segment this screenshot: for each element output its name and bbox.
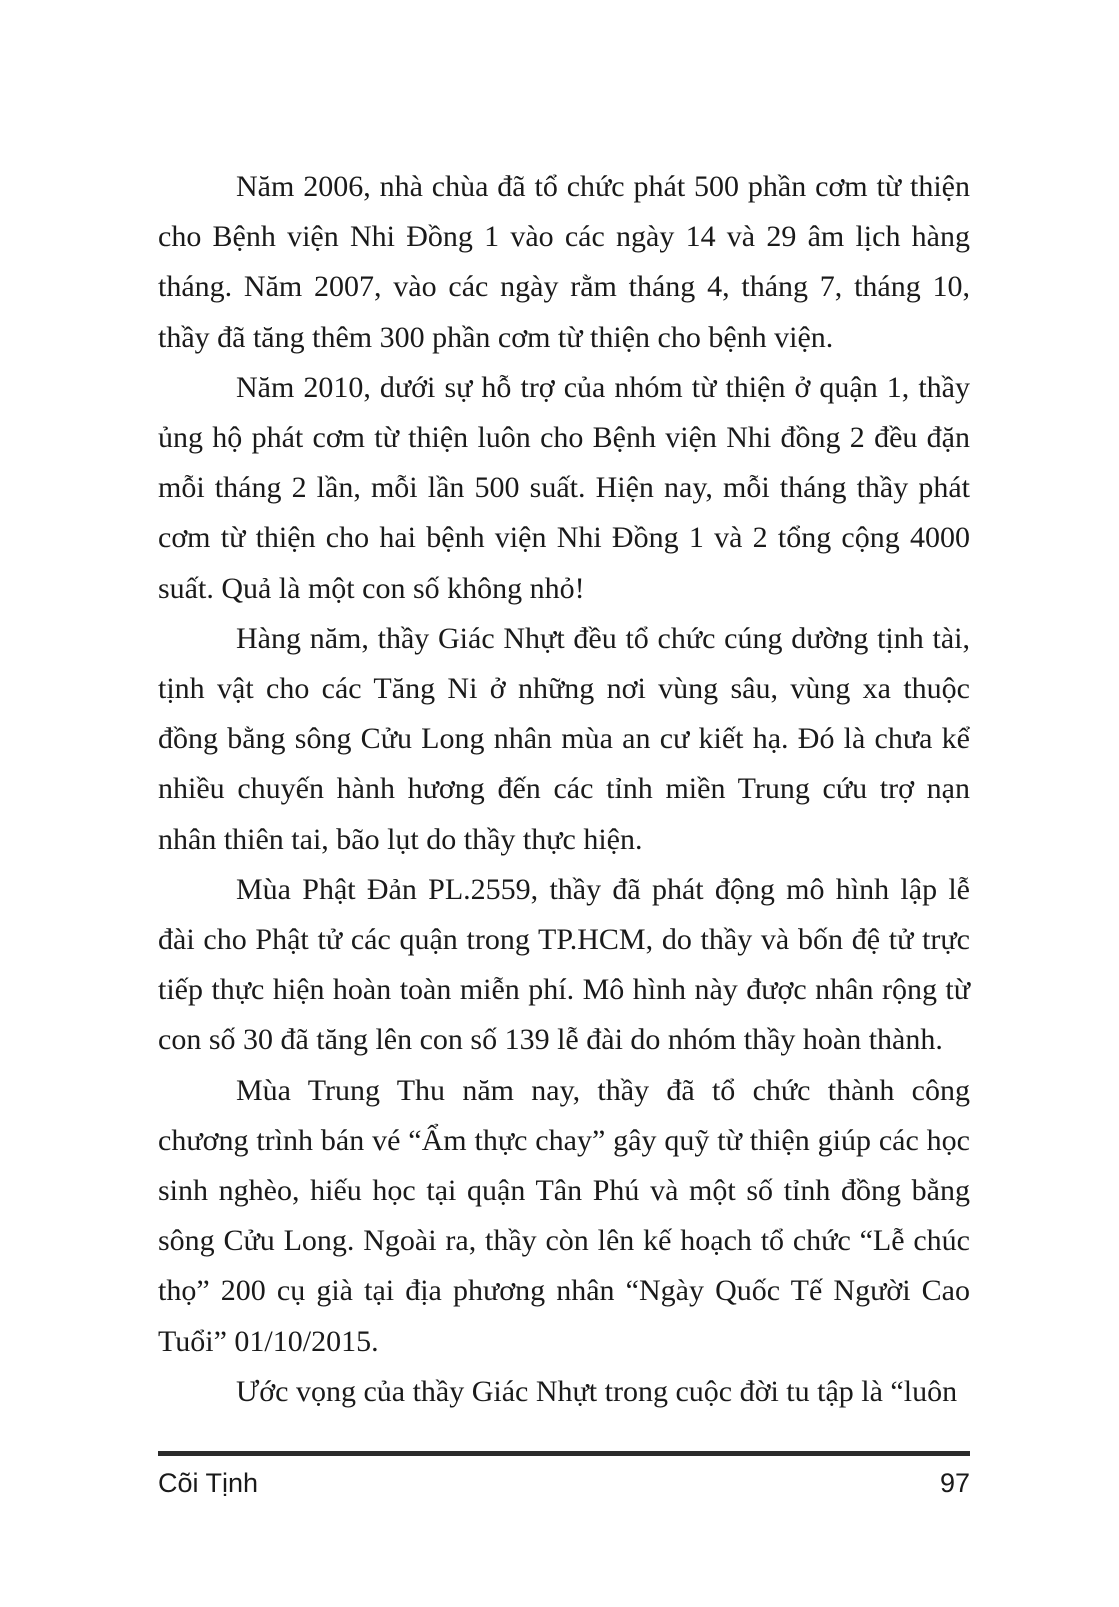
- paragraph: Năm 2006, nhà chùa đã tổ chức phát 500 phần cơm từ thiện cho Bệnh viện Nhi Đồng 1 vào các ngày 14 và 29 âm lịch hàng tháng. Năm 2007, vào các ngày rằm tháng 4, tháng 7, tháng 10, thầy đã tăng thêm 300 phần cơm từ thiện cho bệnh viện.: [158, 170, 970, 354]
- footer-book-title: Cõi Tịnh: [158, 1468, 259, 1498]
- paragraph: Ước vọng của thầy Giác Nhựt trong cuộc đời tu tập là “luôn: [236, 1374, 958, 1408]
- paragraph: Mùa Trung Thu năm nay, thầy đã tổ chức thành công chương trình bán vé “Ẩm thực chay” gây quỹ từ thiện giúp các học sinh nghèo, hiếu học tại quận Tân Phú và một số tỉnh đồng bằng sông Cửu Long. Ngoài ra, thầy còn lên kế hoạch tổ chức “Lễ chúc thọ” 200 cụ già tại địa phương nhân “Ngày Quốc Tế Người Cao Tuổi” 01/10/2015.: [158, 1073, 970, 1358]
- page-number: 97: [939, 1468, 970, 1498]
- paragraph: Mùa Phật Đản PL.2559, thầy đã phát động mô hình lập lễ đài cho Phật tử các quận trong TP.HCM, do thầy và bốn đệ tử trực tiếp thực hiện hoàn toàn miễn phí. Mô hình này được nhân rộng từ con số 30 đã tăng lên con số 139 lễ đài do nhóm thầy hoàn thành.: [158, 872, 970, 1057]
- footer-divider: [158, 1451, 970, 1456]
- body-text: [158, 162, 970, 1417]
- paragraph: Năm 2010, dưới sự hỗ trợ của nhóm từ thiện ở quận 1, thầy ủng hộ phát cơm từ thiện luôn cho Bệnh viện Nhi đồng 2 đều đặn mỗi tháng 2 lần, mỗi lần 500 suất. Hiện nay, mỗi tháng thầy phát cơm từ thiện cho hai bệnh viện Nhi Đồng 1 và 2 tổng cộng 4000 suất. Quả là một con số không nhỏ!: [158, 370, 970, 605]
- paragraph: Hàng năm, thầy Giác Nhựt đều tổ chức cúng dường tịnh tài, tịnh vật cho các Tăng Ni ở những nơi vùng sâu, vùng xa thuộc đồng bằng sông Cửu Long nhân mùa an cư kiết hạ. Đó là chưa kể nhiều chuyến hành hương đến các tỉnh miền Trung cứu trợ nạn nhân thiên tai, bão lụt do thầy thực hiện.: [158, 621, 970, 856]
